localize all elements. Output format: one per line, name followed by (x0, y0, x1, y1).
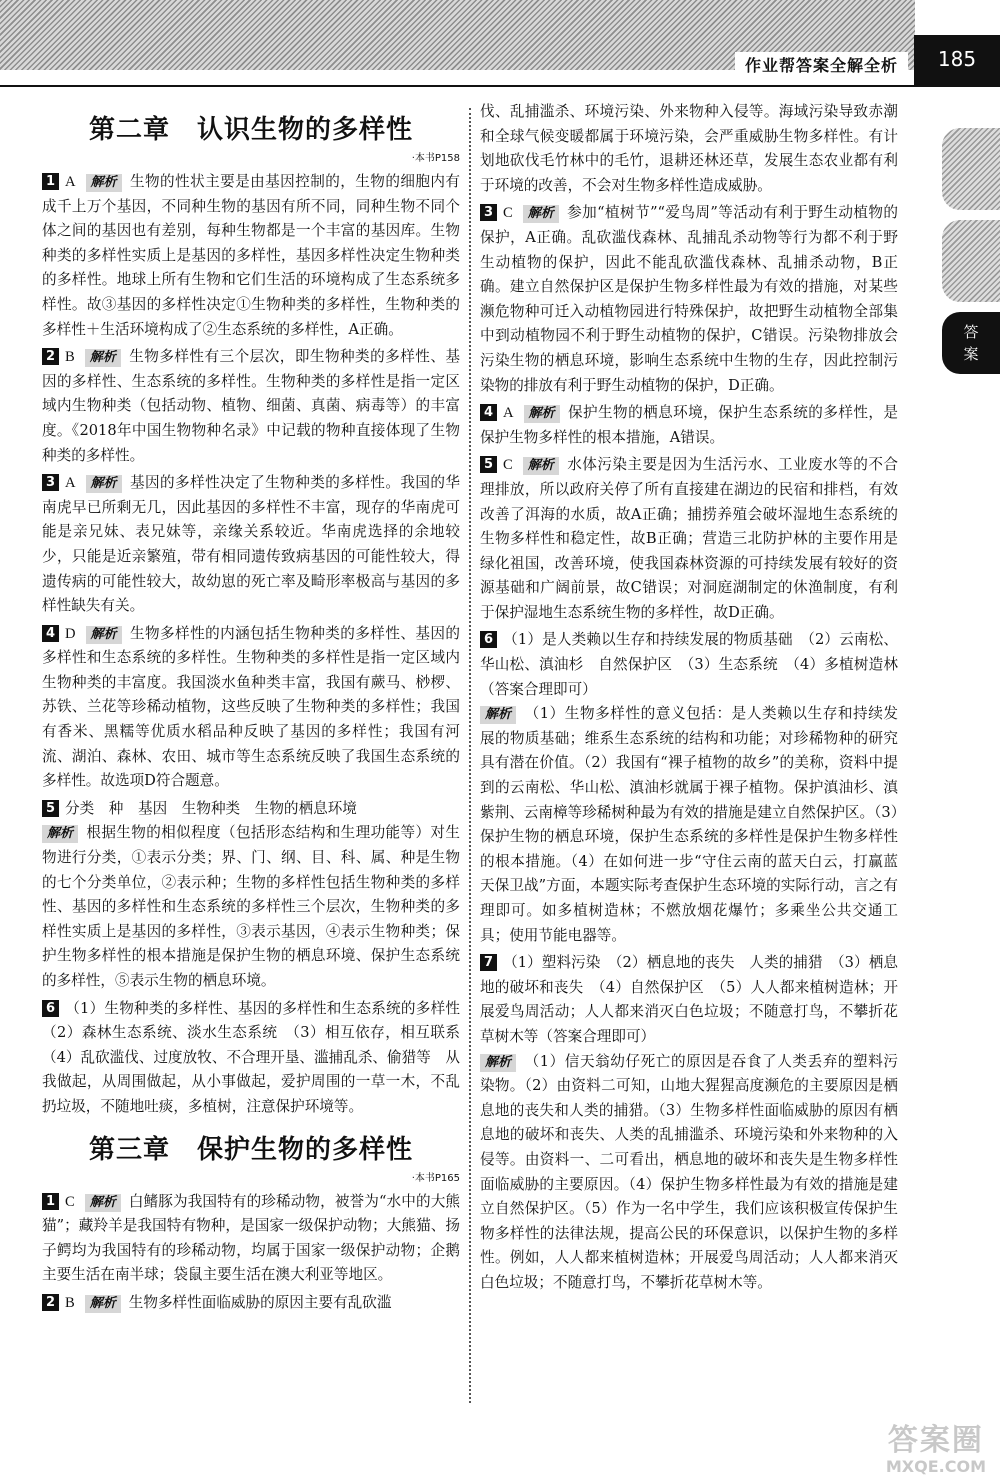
answer-item (42, 170, 460, 342)
right-column (480, 100, 898, 1299)
side-tab-1 (942, 128, 1000, 210)
analysis-text: 生物多样性有三个层次，即生物种类的多样性、基因的多样性、生态系统的多样性。生物种类的多样性是指一定区域内生物种类（包括动物、植物、细菌、真菌、病毒等）的丰富度。《2018年中国生物物种名录》中记载的物种直接体现了生物种类的多样性。 (42, 348, 460, 464)
analysis-text: （1）信天翁幼仔死亡的原因是吞食了人类丢弃的塑料污染物。（2）由资料二可知，山地大猩猩高度濒危的主要原因是栖息地的丧失和人类的捕猎。（3）生物多样性面临威胁的原因有栖息地的破坏和丧失、人类的乱捕滥杀、环境污染和外来物种的入侵等。由资料一、二可看出，栖息地的破坏和丧失是生物多样性面临威胁的主要原因。（4）保护生物多样性最为有效的措施是建立自然保护区。（5）作为一名中学生，我们应该积极宣传保护生物多样性的法律法规，提高公民的环保意识，以保护生物的多样性。例如，人人都来植树造林；开展爱鸟周活动；人人都来消灭白色垃圾；不随意打鸟，不攀折花草树木等。 (480, 1052, 898, 1291)
analysis-tag: 解析 (86, 626, 122, 644)
answer-item (42, 471, 460, 619)
answer-text: （1）是人类赖以生存和持续发展的物质基础 （2）云南松、华山松、滇油杉 自然保护区 （3）生态系统 （4）多植树造林（答案合理即可） (480, 631, 898, 698)
answer-item (42, 1291, 460, 1316)
question-number: 2 (42, 348, 59, 365)
analysis-text: 参加“植树节”“爱鸟周”等活动有利于野生动植物的保护，A正确。乱砍滥伐森林、乱捕乱杀动物等行为都不利于野生动植物的保护，因此不能乱砍滥伐森林、乱捕杀动物，B正确。建立自然保护区是保护生物多样性最为有效的措施，对某些濒危物种可迁入动植物园进行特殊保护，故把野生动植物全部集中到动植物园不利于野生动植物的保护，C错误。污染物排放会污染生物的栖息环境，影响生态系统中生物的生存，因此控制污染物的排放有利于野生动植物的保护，D正确。 (480, 204, 898, 394)
watermark-logo-text: 答案圈 (887, 1423, 984, 1458)
question-number: 7 (480, 954, 497, 971)
analysis-tag: 解析 (86, 174, 122, 192)
answer-item (42, 622, 460, 794)
answer-item (480, 453, 898, 625)
answer-choice: A (65, 475, 76, 492)
answer-item (480, 951, 898, 1295)
column-divider (469, 108, 471, 1403)
page-number: 185 (914, 35, 1000, 87)
question-number: 4 (42, 625, 59, 642)
answer-item (480, 628, 898, 948)
chapter-3-title: 第三章 保护生物的多样性 (88, 1134, 413, 1165)
answer-choice: C (65, 1193, 75, 1210)
watermark-url: MXQE.COM (885, 1457, 986, 1476)
analysis-text: 生物的性状主要是由基因控制的，生物的细胞内有成千上万个基因，不同种生物的基因有所不同，同种生物不同个体之间的基因也有差别，每种生物都是一个丰富的基因库。生物种类的多样性实质上是基因的多样性，基因多样性决定生物种类的多样性。地球上所有生物和它们生活的环境构成了生态系统多样性。故③基因的多样性决定①生物种类的多样性，生物种类的多样性＋生活环境构成了②生态系统的多样性，A正确。 (42, 173, 460, 338)
answer-choice: A (65, 174, 76, 190)
question-number: 3 (480, 204, 497, 221)
analysis-tag: 解析 (480, 706, 516, 724)
answer-choice: D (65, 625, 76, 642)
question-number: 5 (480, 456, 497, 473)
answer-choice: C (503, 457, 513, 474)
question-number: 2 (42, 1294, 59, 1311)
answer-item (480, 201, 898, 398)
analysis-tag: 解析 (523, 457, 559, 475)
analysis-tag: 解析 (86, 475, 122, 493)
analysis-text: 白鳍豚为我国特有的珍稀动物，被誉为“水中的大熊猫”；藏羚羊是我国特有物种，是国家一级保护动物；大熊猫、扬子鳄均为我国特有的珍稀动物，均属于国家一级保护动物；企鹅主要生活在南半球；袋鼠主要生活在澳大利亚等地区。 (42, 1192, 460, 1284)
question-number: 4 (480, 404, 497, 421)
side-tab-label: 答案 (963, 323, 979, 363)
answer-item (42, 345, 460, 468)
chapter-3-page-ref: ·本书P165 (411, 1172, 460, 1184)
chapter-2-page-ref: ·本书P158 (411, 153, 460, 164)
analysis-tag: 解析 (85, 1295, 121, 1313)
header-title: 作业帮答案全解全析 (735, 52, 908, 78)
analysis-text: （1）生物多样性的意义包括：是人类赖以生存和持续发展的物质基础；维系生态系统的结构和功能；对珍稀物种的研究具有潜在价值。（2）我国有“裸子植物的故乡”的美称，资料中提到的云南松、华山松、滇油杉就属于裸子植物。保护滇油杉、滇紫荆、云南樟等珍稀树种最为有效的措施是建立自然保护区。（3）保护生物的栖息环境，保护生态系统的多样性是保护生物多样性的根本措施。（4）在如何进一步“守住云南的蓝天白云，打赢蓝天保卫战”方面，本题实际考查保护生态环境的实际行动，言之有理即可。如多植树造林；不燃放烟花爆竹；多乘坐公共交通工具；使用节能电器等。 (480, 705, 898, 944)
answer-item (42, 1190, 460, 1288)
question-number: 5 (42, 800, 59, 817)
left-column (42, 100, 475, 1319)
continued-text: 伐、乱捕滥杀、环境污染、外来物种入侵等。海域污染导致赤潮和全球气候变暖都属于环境污染，会严重威胁生物多样性。有计划地砍伐毛竹林中的毛竹，退耕还林还草，发展生态农业都有利于环境的改善，不会对生物多样性造成威胁。 (480, 103, 898, 194)
analysis-tag: 解析 (480, 1054, 516, 1072)
answer-item (480, 401, 898, 450)
answer-choice: B (65, 1294, 75, 1311)
side-tab-answers (942, 312, 1000, 374)
answer-text: （1）生物种类的多样性、基因的多样性和生态系统的多样性 （2）森林生态系统、淡水生态系统 （3）相互依存，相互联系 （4）乱砍滥伐、过度放牧、不合理开垦、滥捕乱杀、偷猎等 从我做起，从周围做起，从小事做起，爱护周围的一草一木，不乱扔垃圾，不随地吐痰，多植树，注意保护环境等。 (42, 999, 475, 1115)
question-number: 1 (42, 173, 59, 190)
analysis-text: 生物多样性的内涵包括生物种类的多样性、基因的多样性和生态系统的多样性。生物种类的多样性是指一定区域内生物种类的丰富度。我国淡水鱼种类丰富，我国有蕨马、桫椤、苏铁、兰花等珍稀动植物，这些反映了生物种类的多样性；我国有香米、黑糯等优质水稻品种反映了基因的多样性；我国有河流、湖泊、森林、农田、城市等生态系统反映了我国生态系统的多样性。故选项D符合题意。 (42, 624, 460, 790)
analysis-text: 根据生物的相似程度（包括形态结构和生理功能等）对生物进行分类，①表示分类；界、门、纲、目、科、属、种是生物的七个分类单位，②表示种；生物的多样性包括生物种类的多样性、基因的多样性和生态系统的多样性三个层次，生物种类的多样性实质上是基因的多样性，③表示基因，④表示生物种类；保护生物多样性的根本措施是保护生物的栖息环境、保护生态系统的多样性，⑤表示生物的栖息环境。 (42, 824, 460, 989)
header-rule (0, 85, 920, 87)
question-number: 6 (480, 631, 497, 648)
answer-text: 分类 种 基因 生物种类 生物的栖息环境 (65, 799, 357, 817)
answer-item (42, 997, 475, 1120)
analysis-tag: 解析 (85, 349, 121, 367)
analysis-text: 生物多样性面临威胁的原因主要有乱砍滥 (128, 1293, 392, 1311)
analysis-text: 基因的多样性决定了生物种类的多样性。我国的华南虎早已所剩无几，因此基因的多样性不丰富，现存的华南虎可能是亲兄妹、表兄妹等，亲缘关系较近。华南虎选择的余地较少，只能是近亲繁殖，带有相同遗传致病基因的可能性较大，得遗传病的可能性较大，故幼崽的死亡率及畸形率极高与基因的多样性缺失有关。 (42, 474, 460, 615)
analysis-tag: 解析 (42, 825, 78, 843)
side-tab-2 (942, 220, 1000, 302)
watermark (886, 1424, 986, 1476)
answer-text: （1）塑料污染 （2）栖息地的丧失 人类的捕猎 （3）栖息地的破坏和丧失 （4）自然保护区 （5）人人都来植树造林；开展爱鸟周活动；人人都来消灭白色垃圾；不随意打鸟，不攀折花草树木等（答案合理即可） (480, 954, 898, 1045)
analysis-tag: 解析 (523, 205, 559, 223)
question-number: 1 (42, 1193, 59, 1210)
analysis-tag: 解析 (85, 1194, 121, 1212)
question-number: 3 (42, 474, 59, 491)
chapter-2-title: 第二章 认识生物的多样性 (88, 115, 413, 145)
answer-choice: A (503, 405, 514, 422)
analysis-tag: 解析 (524, 405, 560, 423)
answer-choice: B (65, 349, 75, 366)
answer-item (42, 797, 460, 994)
answer-choice: C (503, 205, 513, 222)
question-number: 6 (42, 1000, 59, 1017)
analysis-text: 水体污染主要是因为生活污水、工业废水等的不合理排放，所以政府关停了所有直接建在湖边的民宿和排档，有效改善了洱海的水质，故A正确；捕捞养殖会破坏湿地生态系统的生物多样性和稳定性，故B正确；营造三北防护林的主要作用是绿化祖国，改善环境，使我国森林资源的可持续发展有较好的资源基础和广阔前景，故C错误；对洞庭湖制定的休渔制度，有利于保护湿地生态系统生物的多样性，故D正确。 (480, 456, 898, 621)
analysis-text: 保护生物的栖息环境，保护生态系统的多样性，是保护生物多样性的根本措施，A错误。 (480, 404, 898, 446)
